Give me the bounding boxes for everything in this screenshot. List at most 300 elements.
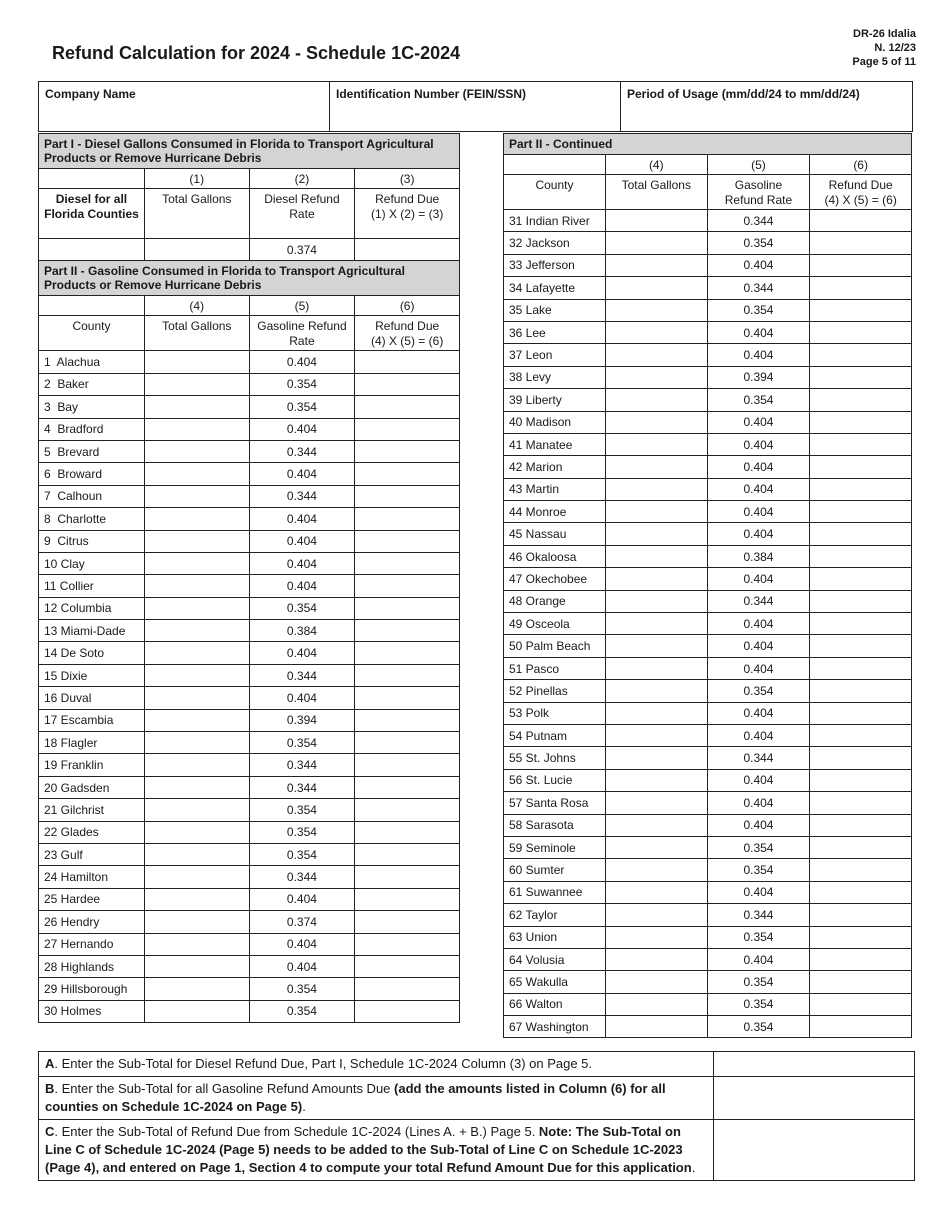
refund-due-input[interactable]: [355, 508, 460, 530]
county-row: [39, 1000, 460, 1022]
total-gallons-input[interactable]: [605, 389, 707, 411]
refund-due-input[interactable]: [810, 724, 912, 746]
refund-due-input[interactable]: [355, 843, 460, 865]
total-gallons-input[interactable]: [605, 657, 707, 679]
county-row: [39, 978, 460, 1000]
total-gallons-input[interactable]: [144, 508, 249, 530]
refund-due-input[interactable]: [355, 978, 460, 1000]
refund-due-input[interactable]: [355, 597, 460, 619]
refund-due-input[interactable]: [810, 769, 912, 791]
county-row: [504, 277, 912, 299]
county-name: 24 Hamilton: [39, 866, 145, 888]
total-gallons-input[interactable]: [144, 732, 249, 754]
total-gallons-header: Total Gallons: [144, 316, 249, 351]
form-identifier: [852, 27, 916, 69]
total-gallons-input[interactable]: [605, 433, 707, 455]
diesel-row-label: Diesel for all Florida Counties: [39, 189, 145, 239]
county-name: 48 Orange: [504, 590, 606, 612]
county-name: 36 Lee: [504, 321, 606, 343]
total-gallons-input[interactable]: [144, 530, 249, 552]
total-gallons-input[interactable]: [144, 933, 249, 955]
county-row: [504, 613, 912, 635]
total-gallons-input[interactable]: [605, 568, 707, 590]
line-a-text: . Enter the Sub-Total for Diesel Refund Due, Part I, Schedule 1C-2024 Column (3) on Page 5.: [54, 1056, 593, 1071]
refund-due-input[interactable]: [355, 463, 460, 485]
refund-due-header: [355, 189, 460, 239]
county-row: [504, 411, 912, 433]
total-gallons-input[interactable]: [605, 724, 707, 746]
total-gallons-input[interactable]: [144, 888, 249, 910]
refund-due-input[interactable]: [810, 948, 912, 970]
total-gallons-input[interactable]: [144, 485, 249, 507]
gasoline-refund-rate: 0.404: [249, 955, 355, 977]
county-row: [39, 911, 460, 933]
refund-due-input[interactable]: [355, 1000, 460, 1022]
gasoline-refund-rate: 0.404: [707, 411, 810, 433]
county-row: [504, 568, 912, 590]
total-gallons-input[interactable]: [605, 926, 707, 948]
county-name: 16 Duval: [39, 687, 145, 709]
refund-due-input[interactable]: [810, 904, 912, 926]
county-name: 61 Suwannee: [504, 881, 606, 903]
county-row: [504, 1016, 912, 1038]
refund-due-input[interactable]: [810, 702, 912, 724]
total-gallons-input[interactable]: [144, 955, 249, 977]
refund-due-input[interactable]: [810, 613, 912, 635]
line-b-amount-input[interactable]: [714, 1077, 915, 1120]
refund-due-input[interactable]: [355, 687, 460, 709]
diesel-blank-cell: [39, 239, 145, 261]
total-gallons-input[interactable]: [144, 463, 249, 485]
county-name: 32 Jackson: [504, 232, 606, 254]
refund-due-input[interactable]: [355, 440, 460, 462]
total-gallons-input[interactable]: [605, 680, 707, 702]
refund-due-input[interactable]: [355, 642, 460, 664]
total-gallons-input[interactable]: [144, 843, 249, 865]
county-row: [39, 866, 460, 888]
gasoline-refund-rate: 0.354: [707, 389, 810, 411]
refund-due-input[interactable]: [355, 732, 460, 754]
gasoline-refund-rate: 0.354: [707, 859, 810, 881]
refund-due-input[interactable]: [355, 821, 460, 843]
gasoline-refund-rate-header: Gasoline Refund Rate: [249, 316, 355, 351]
county-row: [504, 321, 912, 343]
refund-due-label: Refund Due: [828, 178, 893, 192]
line-a-amount-input[interactable]: [714, 1052, 915, 1077]
gasoline-refund-rate: 0.404: [707, 948, 810, 970]
col-num-1: (1): [144, 169, 249, 189]
refund-due-header: [810, 175, 912, 210]
total-gallons-input[interactable]: [144, 1000, 249, 1022]
gasoline-refund-rate: 0.384: [707, 545, 810, 567]
refund-due-input[interactable]: [355, 955, 460, 977]
county-name: 58 Sarasota: [504, 814, 606, 836]
company-name-field[interactable]: [39, 82, 330, 131]
county-name: 41 Manatee: [504, 433, 606, 455]
refund-due-header: [355, 316, 460, 351]
county-name: 66 Walton: [504, 993, 606, 1015]
refund-due-input[interactable]: [355, 396, 460, 418]
col-num-2: (2): [249, 169, 355, 189]
gasoline-refund-rate: 0.404: [707, 433, 810, 455]
period-of-usage-field[interactable]: [621, 82, 912, 131]
refund-due-input[interactable]: [355, 911, 460, 933]
gasoline-refund-rate: 0.354: [249, 597, 355, 619]
gasoline-refund-rate: 0.404: [707, 881, 810, 903]
refund-due-input[interactable]: [810, 478, 912, 500]
line-c-amount-input[interactable]: [714, 1120, 915, 1181]
refund-due-input[interactable]: [355, 866, 460, 888]
total-gallons-input[interactable]: [144, 351, 249, 373]
gasoline-refund-rate: 0.354: [707, 926, 810, 948]
county-row: [39, 709, 460, 731]
county-name: 39 Liberty: [504, 389, 606, 411]
county-name: 46 Okaloosa: [504, 545, 606, 567]
total-gallons-input[interactable]: [605, 1016, 707, 1038]
gasoline-rate-label-1: Gasoline: [734, 178, 783, 192]
county-name: 15 Dixie: [39, 664, 145, 686]
refund-due-formula: (4) X (5) = (6): [370, 334, 444, 349]
county-name: 49 Osceola: [504, 613, 606, 635]
county-row: [504, 657, 912, 679]
total-gallons-input[interactable]: [605, 277, 707, 299]
total-gallons-input[interactable]: [144, 575, 249, 597]
county-name: 17 Escambia: [39, 709, 145, 731]
total-gallons-input[interactable]: [605, 702, 707, 724]
refund-due-input[interactable]: [810, 1016, 912, 1038]
refund-due-input[interactable]: [810, 881, 912, 903]
col-num-4: (4): [144, 296, 249, 316]
county-name: 21 Gilchrist: [39, 799, 145, 821]
county-name: 29 Hillsborough: [39, 978, 145, 1000]
refund-due-input[interactable]: [810, 836, 912, 858]
refund-due-input[interactable]: [810, 523, 912, 545]
county-row: [504, 344, 912, 366]
gasoline-refund-rate: 0.404: [707, 635, 810, 657]
col-num-6: (6): [810, 155, 912, 175]
refund-due-input[interactable]: [355, 799, 460, 821]
gasoline-rate-label-2: Refund Rate: [724, 193, 793, 207]
total-gallons-input[interactable]: [605, 836, 707, 858]
total-gallons-input[interactable]: [605, 344, 707, 366]
county-row: [39, 508, 460, 530]
refund-due-input[interactable]: [810, 792, 912, 814]
refund-due-input[interactable]: [810, 277, 912, 299]
county-name: 60 Sumter: [504, 859, 606, 881]
part-1-2-table: [38, 133, 460, 1023]
county-name: 20 Gadsden: [39, 776, 145, 798]
county-name: 42 Marion: [504, 456, 606, 478]
refund-due-input[interactable]: [810, 926, 912, 948]
county-row: [39, 933, 460, 955]
county-row: [39, 642, 460, 664]
total-gallons-input[interactable]: [144, 664, 249, 686]
col-num-4: (4): [605, 155, 707, 175]
county-name: 2 Baker: [39, 373, 145, 395]
county-name: 12 Columbia: [39, 597, 145, 619]
diesel-refund-rate-header: Diesel Refund Rate: [249, 189, 355, 239]
county-row: [504, 948, 912, 970]
refund-due-input[interactable]: [810, 366, 912, 388]
identification-number-field[interactable]: [330, 82, 621, 131]
total-gallons-input[interactable]: [144, 642, 249, 664]
refund-due-input[interactable]: [810, 254, 912, 276]
county-row: [39, 396, 460, 418]
county-row: [504, 926, 912, 948]
gasoline-refund-rate: 0.344: [249, 440, 355, 462]
county-name: 30 Holmes: [39, 1000, 145, 1022]
total-gallons-input[interactable]: [605, 321, 707, 343]
refund-due-input[interactable]: [810, 545, 912, 567]
county-row: [39, 732, 460, 754]
refund-due-formula: (1) X (2) = (3): [370, 207, 444, 221]
county-name: 44 Monroe: [504, 501, 606, 523]
line-b-end: .: [302, 1099, 306, 1114]
county-name: 13 Miami-Dade: [39, 620, 145, 642]
county-row: [39, 463, 460, 485]
county-name: 57 Santa Rosa: [504, 792, 606, 814]
total-gallons-input[interactable]: [605, 814, 707, 836]
refund-due-input[interactable]: [810, 299, 912, 321]
refund-due-input[interactable]: [810, 232, 912, 254]
gasoline-refund-rate: 0.404: [707, 523, 810, 545]
gasoline-refund-rate: 0.394: [707, 366, 810, 388]
total-gallons-input[interactable]: [605, 254, 707, 276]
refund-due-input[interactable]: [810, 747, 912, 769]
county-name: 3 Bay: [39, 396, 145, 418]
total-gallons-header: Total Gallons: [144, 189, 249, 239]
county-name: 47 Okechobee: [504, 568, 606, 590]
county-row: [39, 687, 460, 709]
refund-due-input[interactable]: [810, 993, 912, 1015]
total-gallons-input[interactable]: [144, 799, 249, 821]
county-row: [504, 993, 912, 1015]
total-gallons-input[interactable]: [605, 971, 707, 993]
total-gallons-input[interactable]: [605, 769, 707, 791]
county-name: 38 Levy: [504, 366, 606, 388]
refund-due-input[interactable]: [810, 456, 912, 478]
gasoline-refund-rate: 0.354: [249, 1000, 355, 1022]
county-row: [39, 440, 460, 462]
refund-due-input[interactable]: [810, 433, 912, 455]
total-gallons-input[interactable]: [605, 411, 707, 433]
gasoline-refund-rate: 0.354: [707, 232, 810, 254]
total-gallons-input[interactable]: [144, 709, 249, 731]
total-gallons-input[interactable]: [144, 911, 249, 933]
gasoline-refund-rate: 0.344: [707, 210, 810, 232]
gasoline-refund-rate: 0.404: [707, 501, 810, 523]
gasoline-refund-rate: 0.404: [249, 463, 355, 485]
county-row: [504, 254, 912, 276]
county-row: [504, 792, 912, 814]
county-name: 52 Pinellas: [504, 680, 606, 702]
total-gallons-input[interactable]: [605, 613, 707, 635]
total-gallons-input[interactable]: [605, 747, 707, 769]
total-gallons-input[interactable]: [144, 418, 249, 440]
line-b-text: . Enter the Sub-Total for all Gasoline Refund Amounts Due: [54, 1081, 395, 1096]
county-name: 7 Calhoun: [39, 485, 145, 507]
refund-due-input[interactable]: [810, 389, 912, 411]
gasoline-refund-rate: 0.404: [707, 254, 810, 276]
gasoline-refund-rate: 0.404: [707, 321, 810, 343]
total-gallons-input[interactable]: [144, 552, 249, 574]
refund-due-input[interactable]: [355, 575, 460, 597]
part-1-title: Part I - Diesel Gallons Consumed in Florida to Transport Agricultural Products or Remove Hurricane Debris: [39, 134, 460, 169]
county-row: [504, 366, 912, 388]
total-gallons-input[interactable]: [144, 620, 249, 642]
total-gallons-input[interactable]: [605, 232, 707, 254]
county-row: [39, 888, 460, 910]
refund-due-input[interactable]: [355, 620, 460, 642]
refund-due-input[interactable]: [355, 933, 460, 955]
county-row: [39, 575, 460, 597]
part-2-continued-title: Part II - Continued: [504, 134, 912, 155]
refund-due-input[interactable]: [810, 657, 912, 679]
total-gallons-input[interactable]: [605, 501, 707, 523]
refund-due-input[interactable]: [810, 501, 912, 523]
total-gallons-input[interactable]: [144, 597, 249, 619]
total-gallons-input[interactable]: [605, 859, 707, 881]
county-name: 54 Putnam: [504, 724, 606, 746]
refund-due-input[interactable]: [810, 859, 912, 881]
county-row: [504, 545, 912, 567]
refund-due-formula: (4) X (5) = (6): [824, 193, 897, 207]
county-row: [39, 373, 460, 395]
total-gallons-input[interactable]: [605, 590, 707, 612]
total-gallons-input[interactable]: [605, 904, 707, 926]
header-fields: [38, 81, 913, 132]
total-gallons-input[interactable]: [144, 440, 249, 462]
gasoline-refund-rate: 0.354: [249, 799, 355, 821]
refund-due-input[interactable]: [810, 635, 912, 657]
county-row: [39, 821, 460, 843]
total-gallons-input[interactable]: [144, 754, 249, 776]
refund-due-input[interactable]: [810, 971, 912, 993]
gasoline-refund-rate: 0.344: [707, 277, 810, 299]
county-name: 65 Wakulla: [504, 971, 606, 993]
refund-due-input[interactable]: [810, 814, 912, 836]
page-number: Page 5 of 11: [852, 56, 916, 68]
gasoline-refund-rate-header: [707, 175, 810, 210]
refund-due-input[interactable]: [355, 776, 460, 798]
total-gallons-input[interactable]: [605, 635, 707, 657]
county-row: [504, 210, 912, 232]
refund-due-input[interactable]: [355, 888, 460, 910]
diesel-refund-due-input[interactable]: [355, 239, 460, 261]
total-gallons-input[interactable]: [144, 978, 249, 1000]
county-name: 45 Nassau: [504, 523, 606, 545]
county-row: [504, 299, 912, 321]
diesel-total-gallons-input[interactable]: [144, 239, 249, 261]
county-name: 25 Hardee: [39, 888, 145, 910]
gasoline-refund-rate: 0.404: [249, 642, 355, 664]
refund-due-input[interactable]: [355, 552, 460, 574]
county-name: 40 Madison: [504, 411, 606, 433]
total-gallons-input[interactable]: [144, 866, 249, 888]
county-name: 34 Lafayette: [504, 277, 606, 299]
total-gallons-input[interactable]: [605, 456, 707, 478]
county-row: [39, 530, 460, 552]
county-name: 59 Seminole: [504, 836, 606, 858]
gasoline-refund-rate: 0.354: [249, 396, 355, 418]
gasoline-refund-rate: 0.344: [249, 866, 355, 888]
county-row: [504, 389, 912, 411]
total-gallons-input[interactable]: [605, 792, 707, 814]
total-gallons-input[interactable]: [144, 373, 249, 395]
total-gallons-input[interactable]: [144, 396, 249, 418]
refund-due-input[interactable]: [355, 754, 460, 776]
county-row: [504, 523, 912, 545]
refund-due-input[interactable]: [355, 418, 460, 440]
county-name: 53 Polk: [504, 702, 606, 724]
county-name: 18 Flagler: [39, 732, 145, 754]
county-row: [504, 590, 912, 612]
county-name: 37 Leon: [504, 344, 606, 366]
total-gallons-input[interactable]: [605, 993, 707, 1015]
county-row: [504, 747, 912, 769]
gasoline-refund-rate: 0.354: [707, 993, 810, 1015]
total-gallons-input[interactable]: [605, 210, 707, 232]
total-gallons-input[interactable]: [605, 545, 707, 567]
refund-due-input[interactable]: [810, 568, 912, 590]
gasoline-refund-rate: 0.374: [249, 911, 355, 933]
county-name: 28 Highlands: [39, 955, 145, 977]
total-gallons-input[interactable]: [605, 881, 707, 903]
total-gallons-input[interactable]: [144, 821, 249, 843]
gasoline-refund-rate: 0.404: [249, 508, 355, 530]
refund-due-input[interactable]: [355, 530, 460, 552]
total-gallons-input[interactable]: [605, 366, 707, 388]
gasoline-refund-rate: 0.344: [707, 590, 810, 612]
county-row: [504, 859, 912, 881]
refund-due-input[interactable]: [355, 485, 460, 507]
county-name: 1 Alachua: [39, 351, 145, 373]
refund-due-input[interactable]: [355, 373, 460, 395]
total-gallons-input[interactable]: [144, 776, 249, 798]
county-row: [504, 478, 912, 500]
total-gallons-input[interactable]: [605, 478, 707, 500]
county-row: [504, 702, 912, 724]
refund-due-input[interactable]: [355, 351, 460, 373]
total-gallons-input[interactable]: [144, 687, 249, 709]
county-name: 6 Broward: [39, 463, 145, 485]
refund-due-input[interactable]: [810, 321, 912, 343]
refund-due-input[interactable]: [810, 210, 912, 232]
gasoline-refund-rate: 0.404: [249, 418, 355, 440]
refund-due-input[interactable]: [810, 344, 912, 366]
county-row: [504, 456, 912, 478]
county-name: 33 Jefferson: [504, 254, 606, 276]
gasoline-refund-rate: 0.404: [249, 687, 355, 709]
refund-due-input[interactable]: [355, 664, 460, 686]
refund-due-input[interactable]: [810, 590, 912, 612]
county-name: 62 Taylor: [504, 904, 606, 926]
total-gallons-input[interactable]: [605, 299, 707, 321]
total-gallons-input[interactable]: [605, 523, 707, 545]
refund-due-input[interactable]: [810, 680, 912, 702]
county-name: 35 Lake: [504, 299, 606, 321]
refund-due-input[interactable]: [355, 709, 460, 731]
county-name: 19 Franklin: [39, 754, 145, 776]
county-row: [39, 552, 460, 574]
refund-due-input[interactable]: [810, 411, 912, 433]
gasoline-refund-rate: 0.354: [707, 836, 810, 858]
total-gallons-input[interactable]: [605, 948, 707, 970]
county-name: 63 Union: [504, 926, 606, 948]
gasoline-refund-rate: 0.344: [249, 754, 355, 776]
part-2-title: Part II - Gasoline Consumed in Florida to Transport Agricultural Products or Remove Hurricane Debris: [39, 261, 460, 296]
part-2-continued-table: [503, 133, 912, 1038]
